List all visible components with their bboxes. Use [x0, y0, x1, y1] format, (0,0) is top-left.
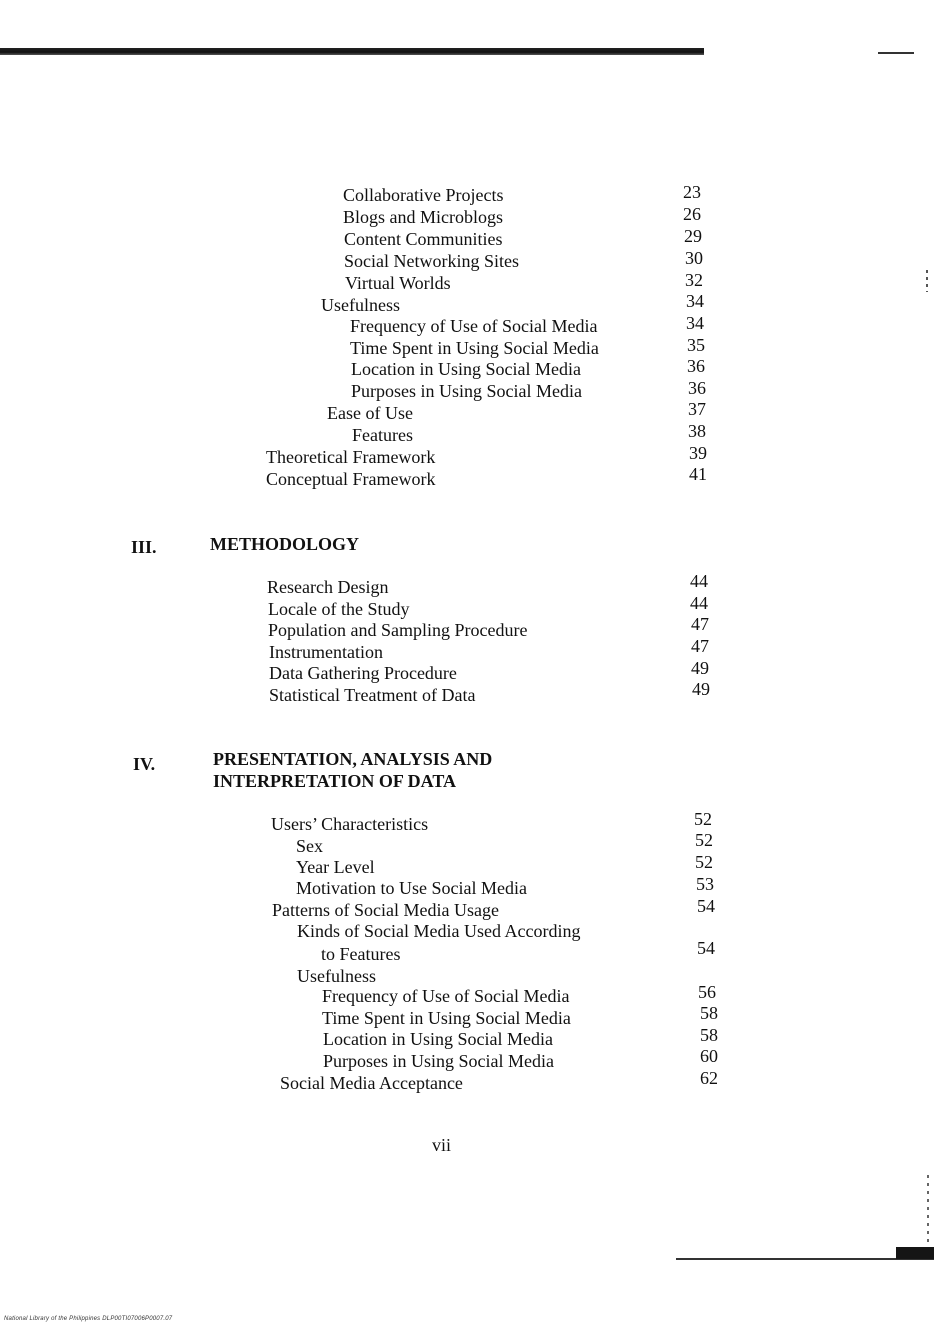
toc-page-number: 58: [700, 1025, 718, 1045]
toc-page-number: 60: [700, 1046, 718, 1066]
toc-page-number: 34: [686, 291, 704, 311]
toc-page-number: 44: [690, 571, 708, 591]
toc-entry: Conceptual Framework: [266, 469, 436, 489]
toc-entry: Motivation to Use Social Media: [296, 878, 527, 898]
toc-entry: Time Spent in Using Social Media: [350, 338, 599, 358]
toc-page-number: 56: [698, 982, 716, 1002]
toc-entry: Year Level: [296, 857, 375, 877]
toc-entry: Instrumentation: [269, 642, 383, 662]
toc-page-number: 26: [683, 204, 701, 224]
toc-page-number: 34: [686, 313, 704, 333]
toc-page-number: 37: [688, 399, 706, 419]
toc-page-number: 38: [688, 421, 706, 441]
toc-page-number: 41: [689, 464, 707, 484]
toc-entry: Frequency of Use of Social Media: [322, 986, 570, 1006]
toc-page-number: 54: [697, 896, 715, 916]
toc-entry: Patterns of Social Media Usage: [272, 900, 499, 920]
toc-entry: Sex: [296, 836, 323, 856]
toc-entry: Social Networking Sites: [344, 251, 519, 271]
chapter-numeral: III.: [131, 537, 157, 557]
toc-page-number: 47: [691, 614, 709, 634]
toc-page-number: 36: [688, 378, 706, 398]
toc-entry: Usefulness: [297, 966, 376, 986]
toc-entry: Time Spent in Using Social Media: [322, 1008, 571, 1028]
toc-page-number: 49: [691, 658, 709, 678]
toc-page-number: 35: [687, 335, 705, 355]
toc-entry: Data Gathering Procedure: [269, 663, 457, 683]
toc-entry: Kinds of Social Media Used According: [297, 921, 581, 941]
toc-page-number: 52: [694, 809, 712, 829]
toc-page-number: 49: [692, 679, 710, 699]
toc-page-number: 39: [689, 443, 707, 463]
toc-page-number: 58: [700, 1003, 718, 1023]
scan-block-bottom: [896, 1247, 934, 1259]
scan-mark-top-right: [878, 52, 914, 54]
toc-entry: Collaborative Projects: [343, 185, 504, 205]
toc-entry: Content Communities: [344, 229, 503, 249]
toc-entry: Users’ Characteristics: [271, 814, 429, 834]
toc-page-number: 47: [691, 636, 709, 656]
toc-entry: Frequency of Use of Social Media: [350, 316, 598, 336]
page-number: vii: [432, 1135, 452, 1155]
toc-entry: Locale of the Study: [268, 599, 410, 619]
toc-page-number: 29: [684, 226, 702, 246]
scan-mark-right: [926, 270, 928, 292]
toc-entry: to Features: [321, 944, 401, 964]
scan-mark-right-lower: [927, 1175, 929, 1245]
toc-page-number: 23: [683, 182, 701, 202]
toc-entry: Usefulness: [321, 295, 400, 315]
toc-entry: Statistical Treatment of Data: [269, 685, 476, 705]
toc-entry: Theoretical Framework: [266, 447, 436, 467]
scan-edge-top: [0, 48, 704, 55]
toc-page-number: 62: [700, 1068, 718, 1088]
toc-page-number: 52: [695, 830, 713, 850]
toc-entry: Purposes in Using Social Media: [323, 1051, 554, 1071]
toc-entry: Location in Using Social Media: [351, 359, 581, 379]
toc-entry: Purposes in Using Social Media: [351, 381, 582, 401]
toc-entry: Features: [352, 425, 413, 445]
toc-entry: Ease of Use: [327, 403, 413, 423]
chapter-numeral: IV.: [133, 754, 156, 774]
toc-entry: Population and Sampling Procedure: [268, 620, 528, 640]
toc-page-number: 30: [685, 248, 703, 268]
toc-entry: Research Design: [267, 577, 389, 597]
chapter-title-line2: INTERPRETATION OF DATA: [213, 771, 457, 791]
chapter-title: PRESENTATION, ANALYSIS AND: [213, 749, 493, 769]
toc-entry: Social Media Acceptance: [280, 1073, 463, 1093]
toc-page-number: 32: [685, 270, 703, 290]
toc-page-number: 53: [696, 874, 714, 894]
toc-page-number: 54: [697, 938, 715, 958]
library-stamp: National Library of the Philippines DLP00TI07006P0007.07: [4, 1316, 173, 1322]
toc-page-number: 52: [695, 852, 713, 872]
toc-page-number: 44: [690, 593, 708, 613]
toc-entry: Virtual Worlds: [345, 273, 451, 293]
toc-entry: Location in Using Social Media: [323, 1029, 553, 1049]
toc-page-number: 36: [687, 356, 705, 376]
toc-entry: Blogs and Microblogs: [343, 207, 503, 227]
chapter-title: METHODOLOGY: [210, 534, 360, 554]
